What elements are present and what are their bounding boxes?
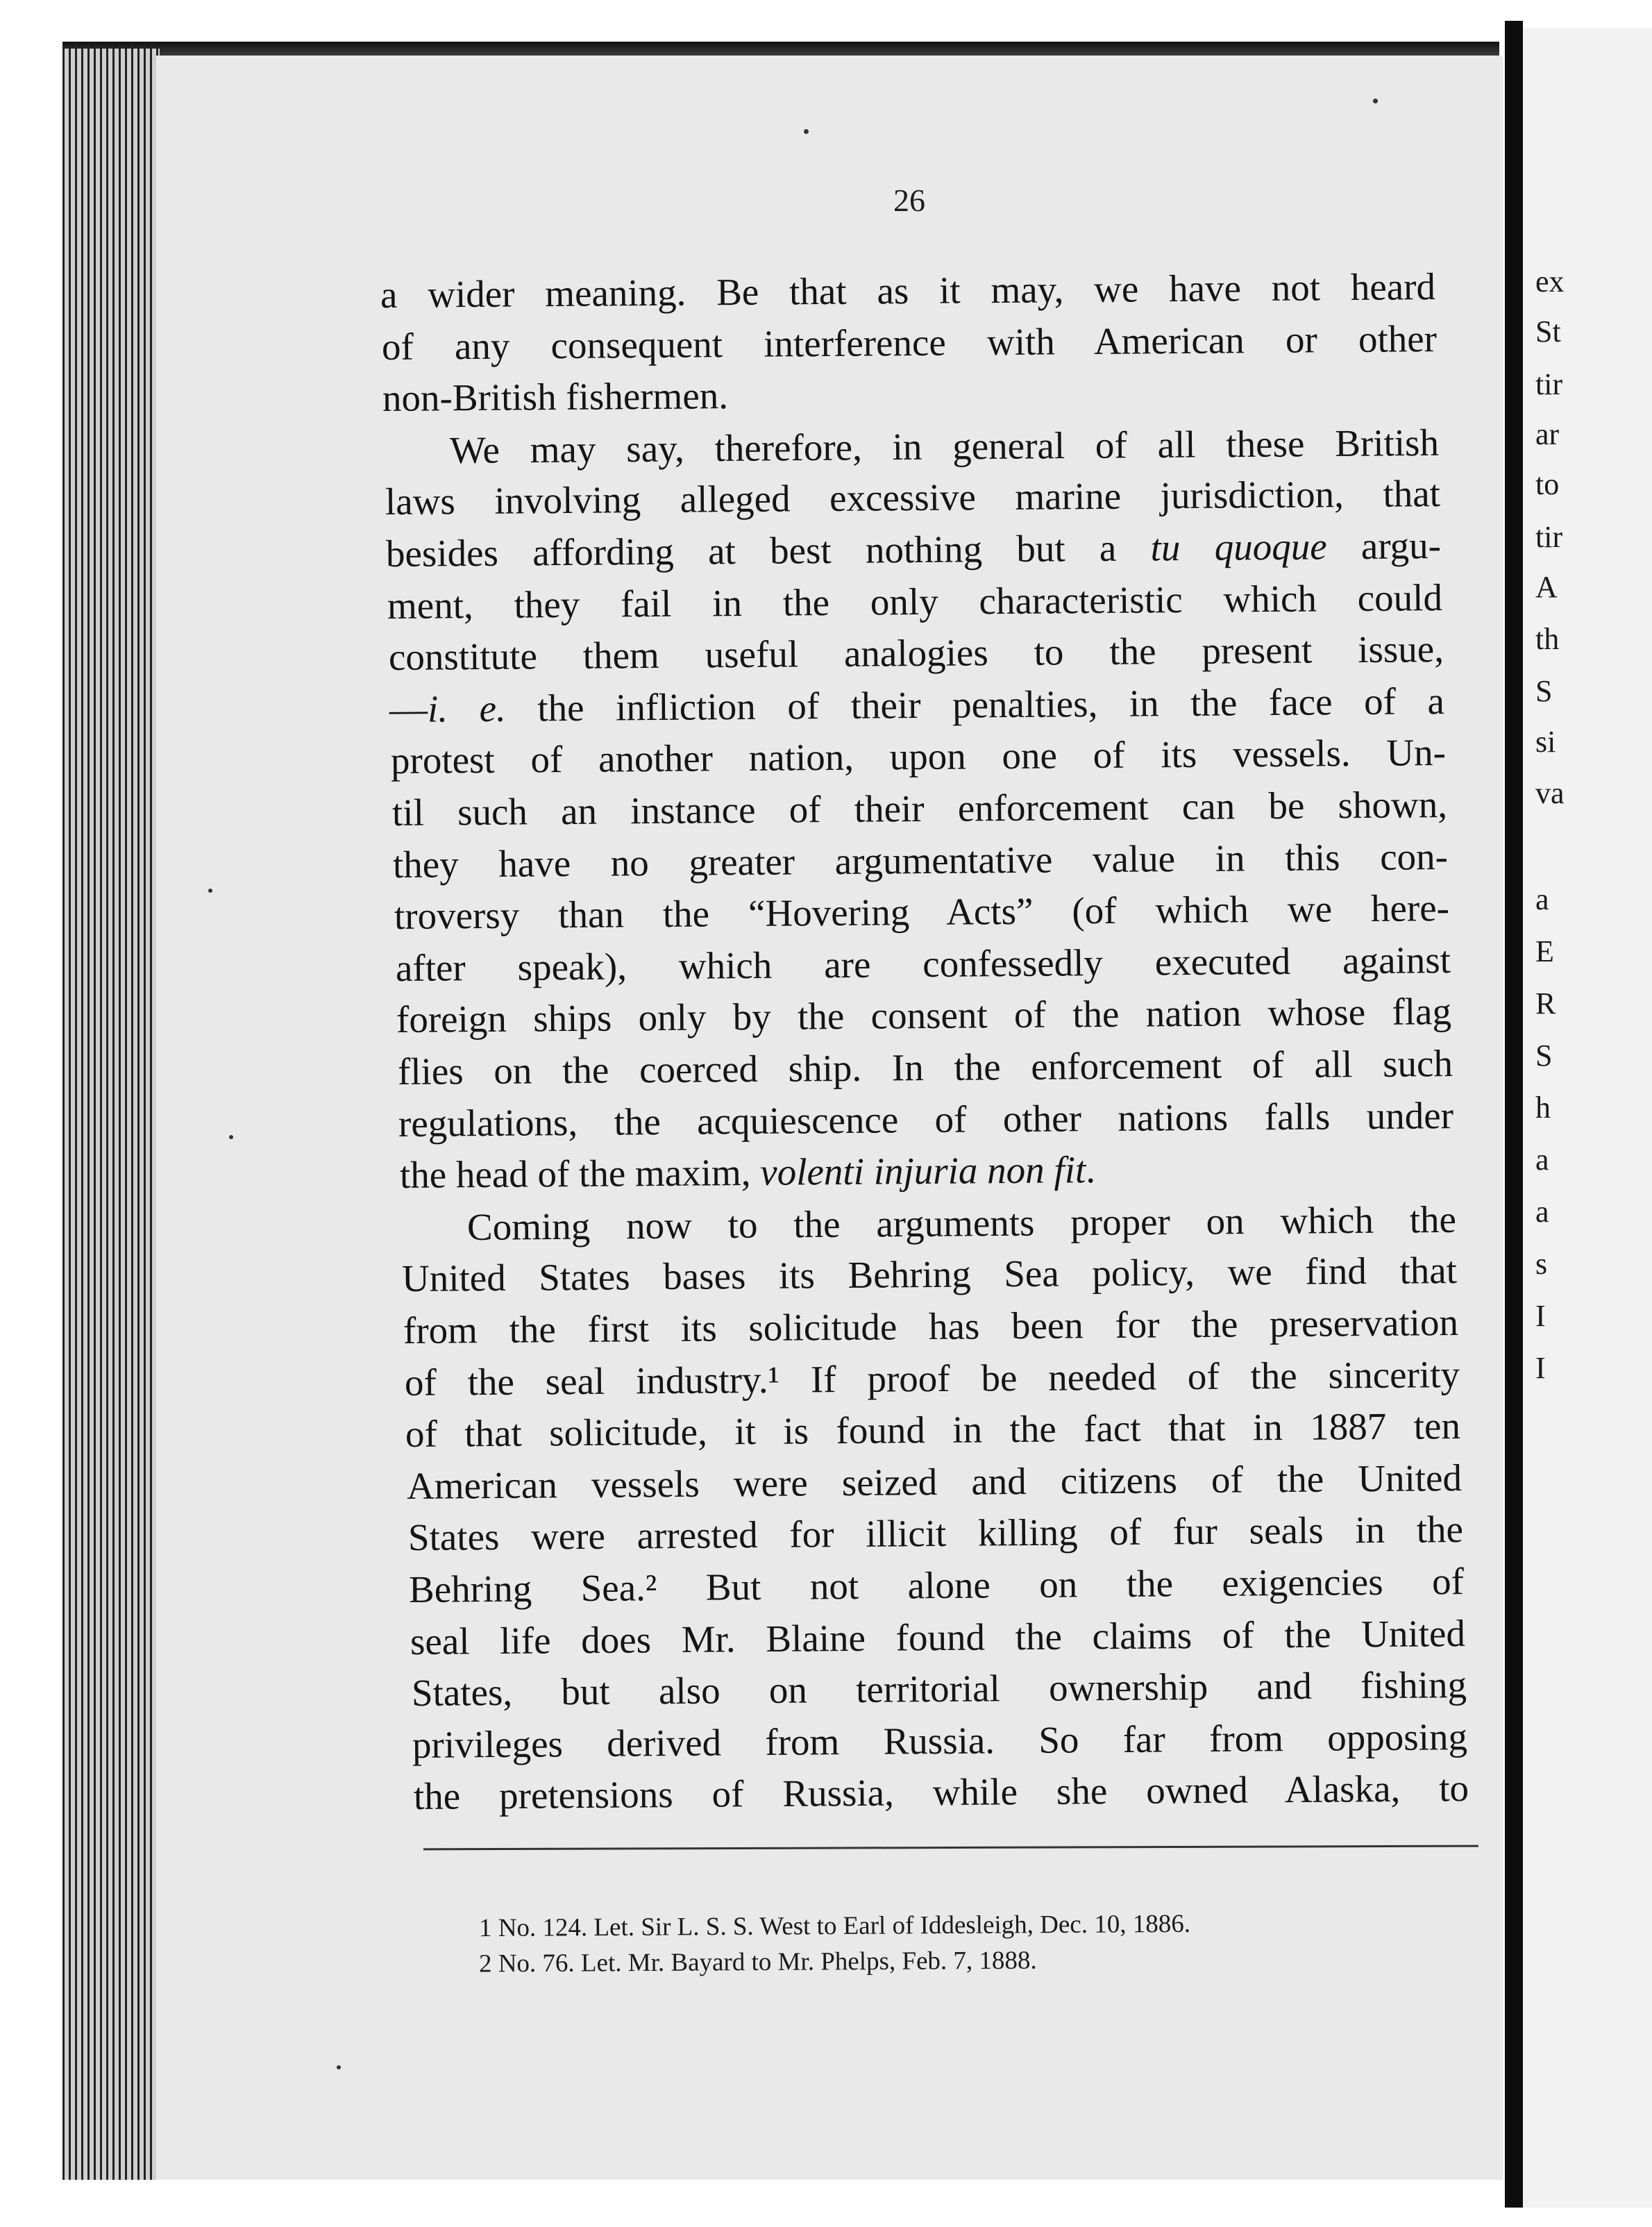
- body-line: troversy than the “Hovering Acts” (of which we here-: [394, 886, 1450, 938]
- body-line: constitute them useful analogies to the present issue,: [388, 628, 1444, 679]
- body-line: of the seal industry.¹ If proof be needed of the sincerity: [404, 1352, 1460, 1404]
- body-line: Coming now to the arguments proper on which the: [466, 1197, 1456, 1248]
- facing-page-fragment: St: [1535, 314, 1561, 348]
- facing-page-fragment: to: [1535, 467, 1560, 501]
- facing-page-fragment: s: [1535, 1247, 1548, 1281]
- speck: [208, 889, 212, 893]
- facing-page-fragment: tir: [1535, 520, 1563, 554]
- body-line: of any consequent interference with American or other: [381, 317, 1437, 368]
- body-line: —i. e. the infliction of their penalties, in the face of a: [389, 679, 1445, 730]
- facing-page-fragment: va: [1535, 776, 1565, 810]
- facing-page-fragment: A: [1535, 570, 1558, 604]
- facing-page-fragment: a: [1535, 1143, 1549, 1177]
- body-line: seal life does Mr. Blaine found the claims of the United: [410, 1611, 1466, 1663]
- body-line: the head of the maxim, volenti injuria non fit.: [399, 1148, 1096, 1197]
- footnote-2: 2 No. 76. Let. Mr. Bayard to Mr. Phelps, Feb. 7, 1888.: [478, 1946, 1037, 1978]
- body-line: We may say, therefore, in general of all these British: [449, 421, 1440, 471]
- body-line: American vessels were seized and citizens of the United: [406, 1456, 1463, 1507]
- book-gutter: [1505, 21, 1523, 2208]
- facing-page-fragment: a: [1535, 1195, 1549, 1229]
- facing-page-fragment: si: [1535, 725, 1556, 759]
- body-line: from the first its solicitude has been for the preservation: [403, 1301, 1459, 1352]
- body-line: they have no greater argumentative value in this con-: [392, 834, 1449, 886]
- body-line: the pretensions of Russia, while she owned Alaska, to: [413, 1767, 1469, 1818]
- body-line: flies on the coerced ship. In the enforcement of all such: [397, 1042, 1453, 1093]
- facing-page-fragment: h: [1535, 1091, 1551, 1125]
- body-line: of that solicitude, it is found in the fact that in 1887 ten: [405, 1404, 1461, 1456]
- facing-page-fragment: a: [1535, 882, 1549, 916]
- facing-page-fragment: I: [1535, 1299, 1546, 1333]
- facing-page-fragment: R: [1535, 986, 1556, 1020]
- body-line: privileges derived from Russia. So far from opposing: [412, 1715, 1468, 1766]
- body-line: laws involving alleged excessive marine jurisdiction, that: [385, 472, 1440, 523]
- facing-page-fragment: I: [1535, 1351, 1546, 1385]
- speck: [804, 129, 809, 134]
- facing-page-fragment: tir: [1535, 367, 1563, 401]
- body-line: Behring Sea.² But not alone on the exigencies of: [409, 1560, 1465, 1611]
- body-line: ment, they fail in the only characteristic which could: [387, 575, 1443, 627]
- facing-page-fragment: ar: [1535, 417, 1560, 451]
- body-line: after speak), which are confessedly executed against: [395, 938, 1451, 989]
- body-line: States were arrested for illicit killing of fur seals in the: [407, 1508, 1463, 1559]
- body-line: United States bases its Behring Sea policy, we find that: [402, 1249, 1458, 1300]
- body-line: States, but also on territorial ownership and fishing: [411, 1663, 1467, 1715]
- body-line: non-British fishermen.: [382, 374, 729, 420]
- page-stack-edge: [62, 49, 160, 2180]
- page-number: 26: [893, 183, 925, 218]
- facing-page: [1523, 28, 1652, 2208]
- body-line: besides affording at best nothing but a tu quoque argu-: [386, 524, 1442, 575]
- facing-page-fragment: th: [1535, 622, 1560, 656]
- speck: [229, 1135, 233, 1139]
- body-line: til such an instance of their enforcement can be shown,: [391, 783, 1447, 834]
- facing-page-fragment: E: [1535, 934, 1554, 968]
- facing-page-fragment: ex: [1535, 264, 1565, 299]
- speck: [337, 2065, 341, 2069]
- facing-page-fragment: S: [1535, 674, 1553, 708]
- body-line: a wider meaning. Be that as it may, we have not heard: [380, 265, 1436, 316]
- body-line: protest of another nation, upon one of its vessels. Un-: [390, 731, 1447, 782]
- body-line: regulations, the acquiescence of other nations falls under: [398, 1093, 1454, 1145]
- facing-page-fragment: S: [1535, 1039, 1553, 1073]
- body-line: foreign ships only by the consent of the nation whose flag: [396, 990, 1452, 1041]
- speck: [1373, 99, 1378, 103]
- footnote-1: 1 No. 124. Let. Sir L. S. S. West to Earl of Iddesleigh, Dec. 10, 1886.: [478, 1909, 1191, 1943]
